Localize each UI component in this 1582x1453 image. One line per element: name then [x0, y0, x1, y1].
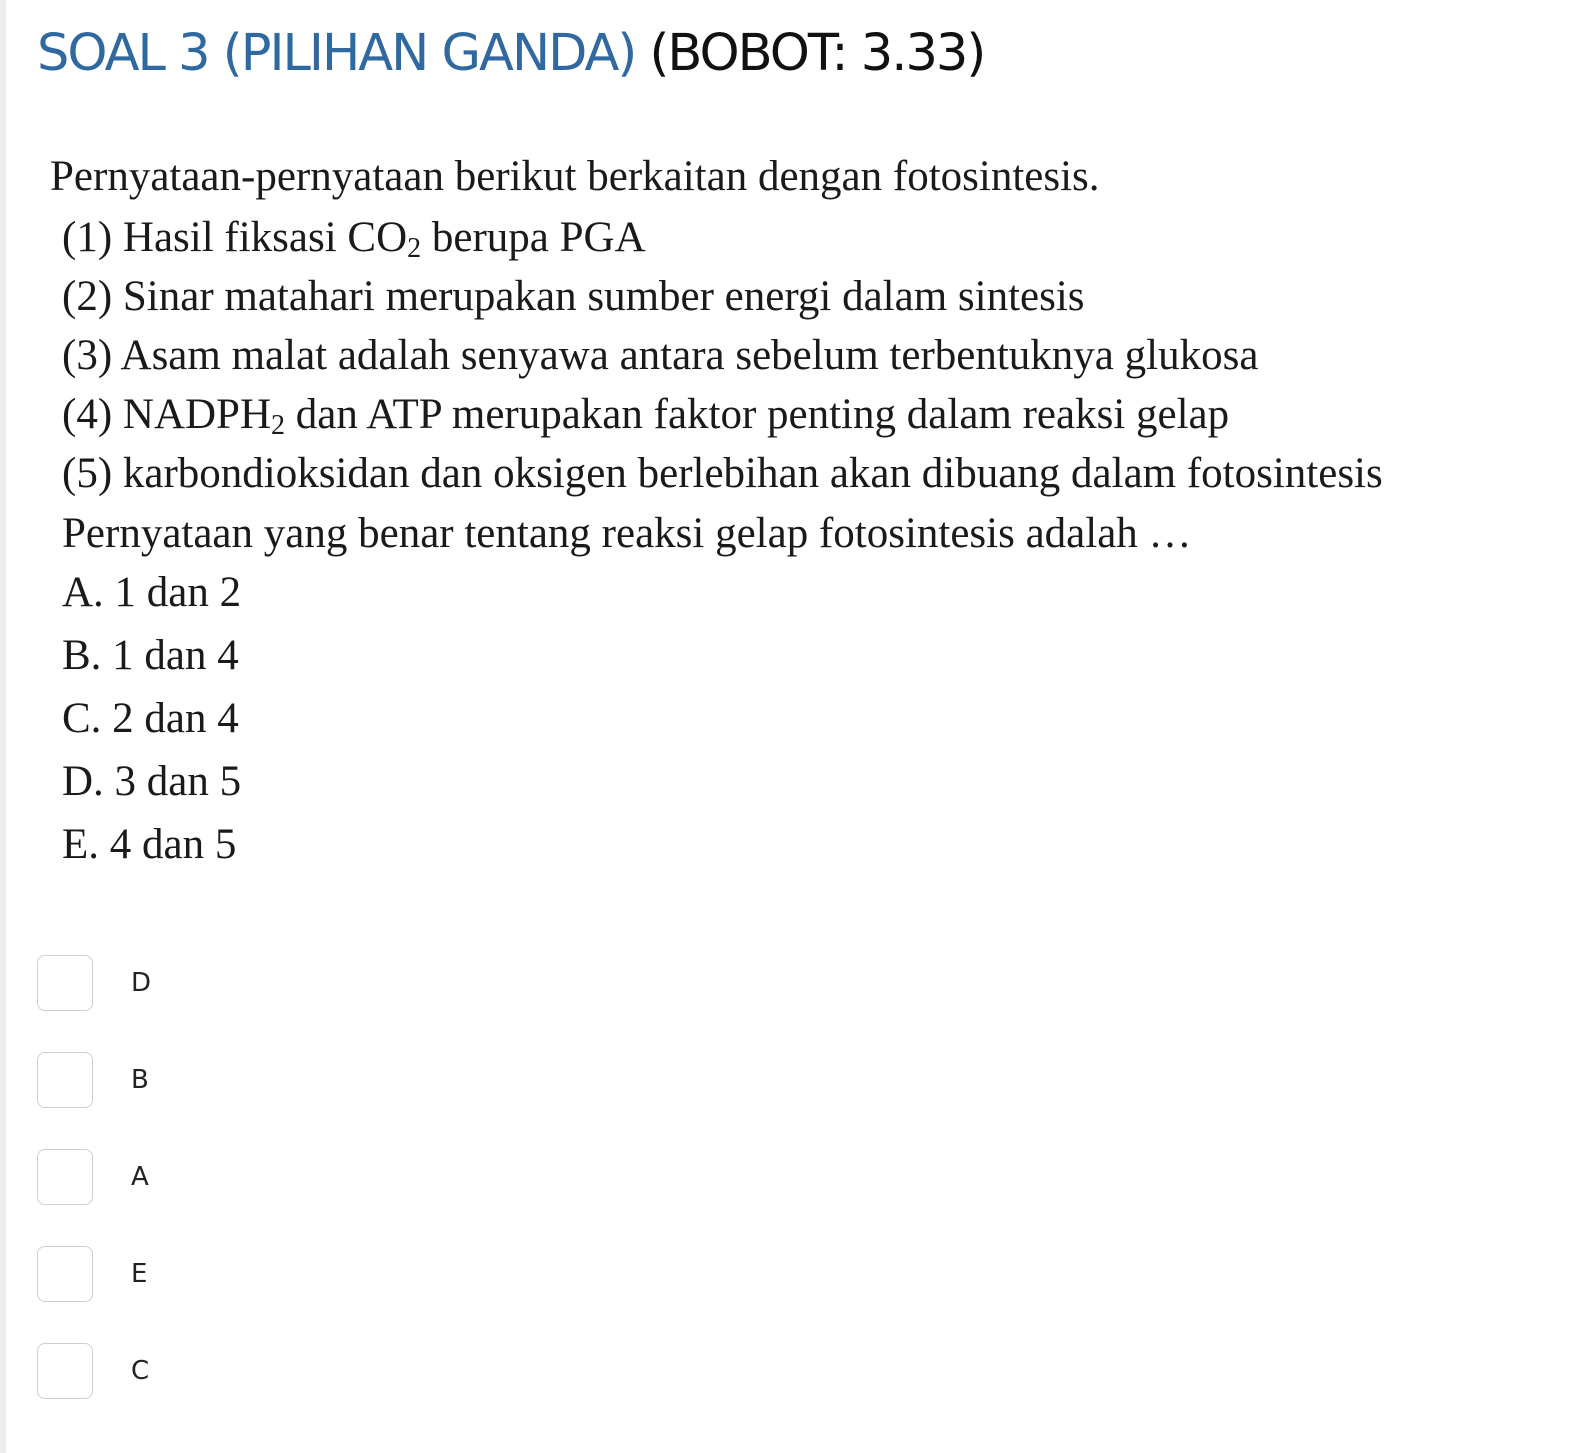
- statement-1: (1) Hasil fiksasi $CO_2$ berupa PGA: [62, 214, 646, 264]
- answer-option-c[interactable]: [37, 1343, 737, 1403]
- answer-option-d[interactable]: [37, 955, 737, 1015]
- question-intro: Pernyataan-pernyataan berikut berkaitan dengan fotosintesis.: [50, 153, 1100, 200]
- statement-3: (3) Asam malat adalah senyawa antara sebelum terbentuknya glukosa: [62, 332, 1259, 379]
- answer-option-label: C: [131, 1356, 150, 1386]
- choice-d: D. 3 dan 5: [62, 758, 242, 805]
- checkbox[interactable]: [37, 1052, 93, 1108]
- question-header: [37, 20, 984, 88]
- choice-e: E. 4 dan 5: [62, 821, 237, 868]
- choice-c: C. 2 dan 4: [62, 695, 239, 742]
- answer-option-label: B: [131, 1065, 149, 1095]
- checkbox[interactable]: [37, 955, 93, 1011]
- answer-option-e[interactable]: [37, 1246, 737, 1306]
- choice-b: B. 1 dan 4: [62, 632, 239, 679]
- checkbox[interactable]: [37, 1149, 93, 1205]
- choice-a: A. 1 dan 2: [62, 569, 242, 616]
- answer-option-label: E: [131, 1259, 148, 1289]
- answer-option-label: A: [131, 1162, 149, 1192]
- statement-4: (4) $NADPH_2$ dan ATP merupakan faktor penting dalam reaksi gelap: [62, 391, 1230, 441]
- statement-5: (5) karbondioksidan dan oksigen berlebihan akan dibuang dalam fotosintesis: [62, 450, 1383, 497]
- answer-option-label: D: [131, 968, 152, 998]
- checkbox[interactable]: [37, 1343, 93, 1399]
- checkbox[interactable]: [37, 1246, 93, 1302]
- left-border: [0, 0, 6, 1453]
- statement-2: (2) Sinar matahari merupakan sumber energi dalam sintesis: [62, 273, 1085, 320]
- question-number: SOAL 3 (PILIHAN GANDA): [37, 24, 636, 83]
- answer-option-a[interactable]: [37, 1149, 737, 1209]
- answer-option-b[interactable]: [37, 1052, 737, 1112]
- question-weight: (BOBOT: 3.33): [649, 24, 985, 83]
- question-prompt: Pernyataan yang benar tentang reaksi gelap fotosintesis adalah …: [62, 510, 1192, 557]
